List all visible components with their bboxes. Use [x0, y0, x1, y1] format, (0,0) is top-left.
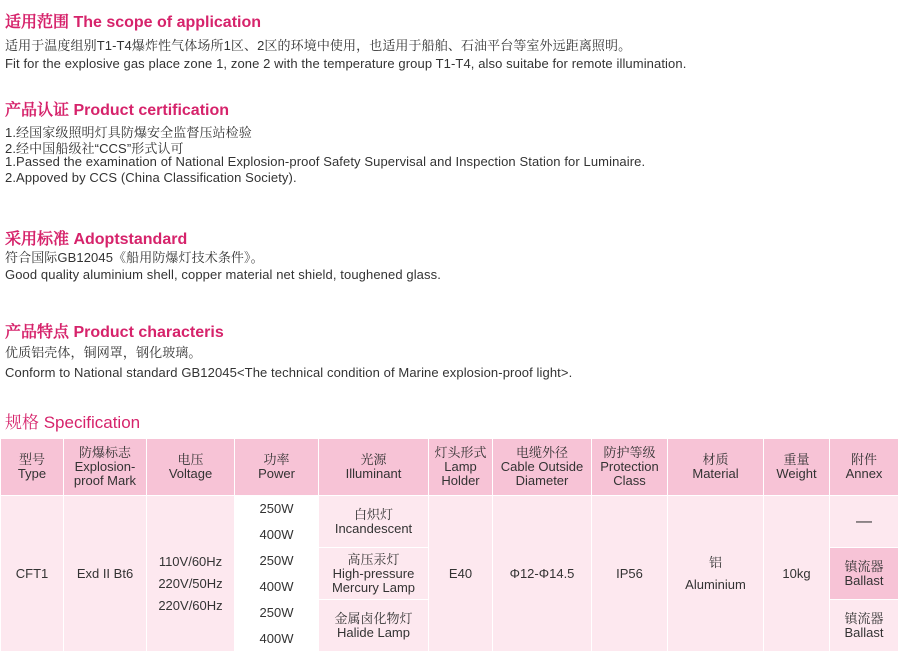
cell-illuminant: 金属卤化物灯 Halide Lamp — [319, 600, 429, 652]
cell-power: 400W — [235, 522, 319, 548]
cell-weight: 10kg — [764, 496, 830, 652]
cell-annex: — — [830, 496, 899, 548]
header-type: 型号 Type — [1, 439, 64, 496]
header-protection: 防护等级 Protection Class — [592, 439, 668, 496]
spec-table — [0, 438, 899, 652]
cell-illuminant: 白炽灯 Incandescent — [319, 496, 429, 548]
cell-power: 250W — [235, 548, 319, 574]
characteristics-heading: 产品特点 Product characteris — [5, 324, 224, 341]
cell-power: 250W — [235, 496, 319, 522]
cell-material: 铝 Aluminium — [668, 496, 764, 652]
characteristics-en: Conform to National standard GB12045<The technical condition of Marine explosion-proof light>. — [5, 365, 573, 380]
cell-type: CFT1 — [1, 496, 64, 652]
header-lamp-holder: 灯头形式 Lamp Holder — [429, 439, 493, 496]
cell-power: 400W — [235, 574, 319, 600]
table-row — [1, 496, 899, 522]
spec-title: 规格 Specification — [5, 413, 141, 432]
spec-header-row — [1, 439, 899, 496]
standard-heading: 采用标准 Adoptstandard — [5, 231, 188, 248]
header-material: 材质 Material — [668, 439, 764, 496]
standard-en: Good quality aluminium shell, copper material net shield, toughened glass. — [5, 267, 441, 282]
cell-annex: 镇流器 Ballast — [830, 600, 899, 652]
header-weight: 重量 Weight — [764, 439, 830, 496]
cert-line: 2.经中国船级社“CCS”形式认可 — [5, 141, 184, 156]
header-voltage: 电压 Voltage — [147, 439, 235, 496]
cell-power: 400W — [235, 626, 319, 652]
characteristics-zh: 优质铝壳体，铜网罩，钢化玻璃。 — [5, 345, 202, 360]
header-mark: 防爆标志 Explosion- proof Mark — [64, 439, 147, 496]
header-annex: 附件 Annex — [830, 439, 899, 496]
cell-lamp-holder: E40 — [429, 496, 493, 652]
cert-line: 1.经国家级照明灯具防爆安全监督压站检验 — [5, 125, 252, 140]
header-cable: 电缆外径 Cable Outside Diameter — [493, 439, 592, 496]
cell-protection: IP56 — [592, 496, 668, 652]
cell-power: 250W — [235, 600, 319, 626]
scope-zh: 适用于温度组别T1-T4爆炸性气体场所1区、2区的环境中使用，也适用于船舶、石油平台等室外远距离照明。 — [5, 38, 632, 53]
standard-zh: 符合国际GB12045《船用防爆灯技术条件》。 — [5, 250, 264, 265]
header-power: 功率 Power — [235, 439, 319, 496]
scope-en: Fit for the explosive gas place zone 1, zone 2 with the temperature group T1-T4, also suitabe for remote illumination. — [5, 56, 687, 71]
cell-illuminant: 高压汞灯 High-pressure Mercury Lamp — [319, 548, 429, 600]
certification-heading: 产品认证 Product certification — [5, 102, 230, 119]
cert-line: 2.Appoved by CCS (China Classification Society). — [5, 170, 297, 185]
scope-heading: 适用范围 The scope of application — [5, 14, 262, 31]
cell-annex: 镇流器 Ballast — [830, 548, 899, 600]
cell-mark: Exd II Bt6 — [64, 496, 147, 652]
cert-line: 1.Passed the examination of National Explosion-proof Safety Supervisal and Inspection Station for Luminaire. — [5, 154, 646, 169]
header-illuminant: 光源 Illuminant — [319, 439, 429, 496]
cell-cable: Φ12-Φ14.5 — [493, 496, 592, 652]
cell-voltage: 110V/60Hz 220V/50Hz 220V/60Hz — [147, 496, 235, 652]
